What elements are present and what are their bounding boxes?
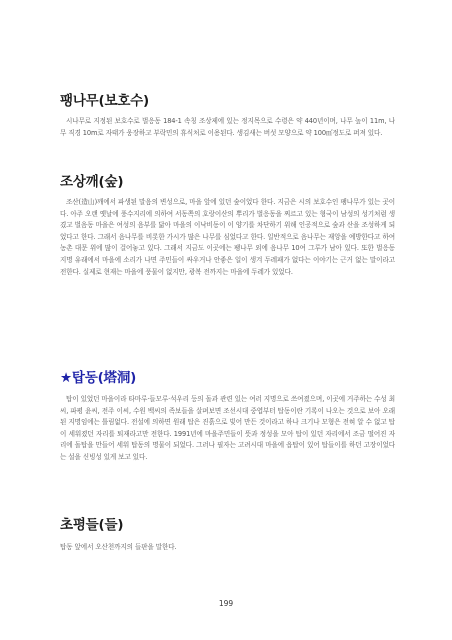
section-heading: 조상깨(숲) <box>60 174 124 190</box>
section-heading: 초평들(들) <box>60 517 124 533</box>
section-heading: ★탑동(塔洞) <box>60 370 137 386</box>
page-number: 199 <box>218 599 234 608</box>
section-paengnamu <box>60 92 395 139</box>
section-body: 탑이 있었던 마을이라 타마루·들모루·석우리 등의 돌과 관련 있는 여러 지명으로 쓰여졌으며, 이곳에 거주하는 수성 최씨, 파평 윤씨, 전주 이씨, 수원 백씨의 족보들을 살펴보면 조선시대 중엽부터 탑동이란 기록이 나오는 것으로 보아 오래된 지명임에는 틀림없다. 전설에 의하면 원래 탑은 진흙으로 빚어 만든 것이라고 하나 크기나 모형은 전혀 알 수 없고 탑이 세워졌던 자리를 퇴재라고만 전한다. 1991년에 마을주민들이 뜻과 정성을 모아 탑이 있던 자리에서 조금 떨어진 자리에 돌탑을 만들어 세워 탑동의 명물이 되었다. 그러나 필자는 고려시대 마을에 읍탑이 있어 탑들이를 하던 고장이었다는 설을 신빙성 있게 보고 있다. <box>60 395 395 461</box>
section-heading: 팽나무(보호수) <box>60 93 149 109</box>
section-body: 조산(造山)깨에서 파생된 말음의 변성으로, 마을 앞에 있던 숲이었다 한다. 지금은 시의 보호수인 팽나무가 있는 곳이다. 아주 오랜 옛날에 풍수지리에 의하여 서동쪽의 호랑이산의 뿌리가 벌응동을 찌르고 있는 형국이 남성의 성기처럼 생겼고 벌음동 마을은 여성의 음부를 닮아 마을의 이낙비동이 이 양기를 차단하기 위해 인공적으로 숲과 산을 조성하게 되었다고 한다. 그래서 음나무를 비롯한 가시가 많은 나무를 심었다고 한다. 일반적으로 음나무는 재앙을 예방한다고 하여 농촌 대문 위에 많이 걸어놓고 있다. 그래서 지금도 이곳에는 팽나무 외에 음나무 10여 그루가 남아 있다. 또한 벌응동 지명 유래에서 마을에 소리가 나면 주민들이 싸우거나 안좋은 일이 생겨 두레패가 없다는 이야기는 근거 없는 말이라고 전한다. 실제로 현재는 마을에 풍물이 없지만, 광복 전까지는 마을에 두레가 있었다. <box>60 198 395 276</box>
section-body: 탑동 앞에서 오산천까지의 들판을 말한다. <box>60 543 177 551</box>
section-body: 시나무로 지정된 보호수로 벌응동 184-1 속칭 조상제에 있는 정지목으로 수령은 약 440년이며, 나무 높이 11m, 나무 직경 10m로 자태가 웅장하고 부락민의 휴식처로 이용된다. 생김새는 버섯 모양으로 약 100㎡정도로 퍼져 있다. <box>60 117 395 137</box>
section-chopyeongdeul <box>60 516 395 554</box>
section-tapdong <box>60 369 395 464</box>
section-josangkkae <box>60 173 395 278</box>
